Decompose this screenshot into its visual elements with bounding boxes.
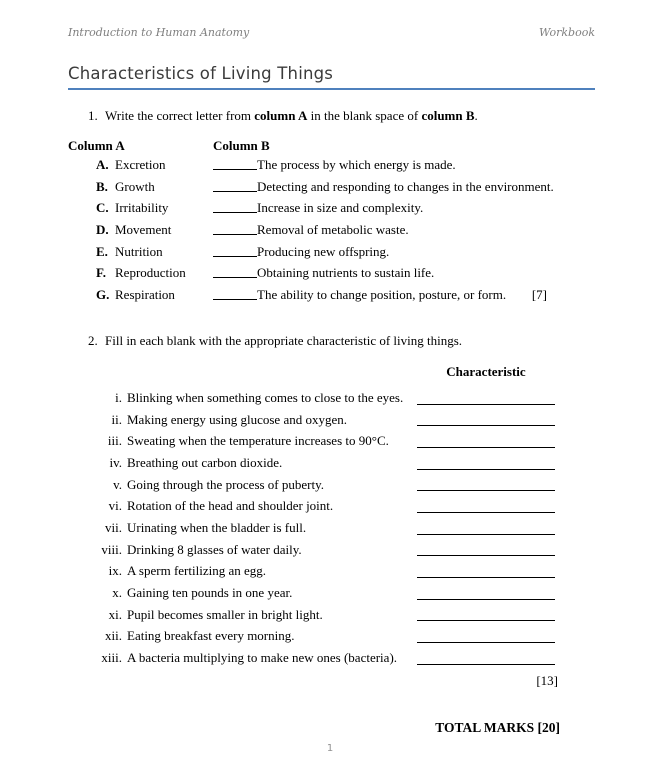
option-letter: B. bbox=[96, 178, 108, 194]
option-letter: D. bbox=[96, 222, 109, 238]
item-numeral: iv. bbox=[109, 454, 122, 470]
option-letter: G. bbox=[96, 287, 110, 303]
column-b-entry bbox=[213, 241, 389, 263]
page-header bbox=[68, 26, 595, 40]
matching-row bbox=[68, 197, 595, 219]
question1-prompt bbox=[68, 107, 595, 124]
title-underline-rule bbox=[68, 88, 595, 90]
column-b-entry bbox=[213, 284, 506, 306]
answer-blank[interactable] bbox=[213, 158, 257, 170]
item-numeral: xiii. bbox=[101, 650, 122, 666]
item-statement: Gaining ten pounds in one year. bbox=[127, 585, 293, 600]
answer-blank[interactable] bbox=[213, 223, 257, 235]
characteristic-column-header: Characteristic bbox=[446, 363, 526, 379]
characteristic-blank[interactable] bbox=[417, 620, 555, 621]
question1-bold-column-b: column B bbox=[421, 108, 475, 123]
option-term: Reproduction bbox=[115, 265, 186, 281]
fill-in-row bbox=[68, 387, 595, 409]
option-letter: E. bbox=[96, 243, 108, 259]
item-numeral: xi. bbox=[108, 606, 122, 622]
answer-blank[interactable] bbox=[213, 245, 257, 257]
item-numeral: x. bbox=[112, 585, 122, 600]
item-statement: Pupil becomes smaller in bright light. bbox=[127, 606, 323, 622]
characteristic-blank[interactable] bbox=[417, 447, 555, 448]
answer-blank[interactable] bbox=[213, 201, 257, 213]
option-description: Obtaining nutrients to sustain life. bbox=[257, 265, 435, 281]
option-term: Nutrition bbox=[115, 243, 163, 259]
item-numeral: viii. bbox=[101, 541, 122, 557]
fill-in-list bbox=[68, 387, 595, 669]
option-letter: A. bbox=[96, 157, 109, 172]
question2-text: Fill in each blank with the appropriate characteristic of living things. bbox=[105, 332, 463, 348]
option-term: Respiration bbox=[115, 287, 175, 303]
characteristic-blank[interactable] bbox=[417, 404, 555, 405]
question1-bold-column-a: column A bbox=[254, 108, 308, 123]
total-marks-label: TOTAL MARKS [20] bbox=[435, 719, 560, 735]
option-letter: F. bbox=[96, 265, 106, 281]
answer-blank[interactable] bbox=[213, 180, 257, 192]
matching-row bbox=[68, 241, 595, 263]
fill-in-row bbox=[68, 409, 595, 431]
item-numeral: iii. bbox=[107, 433, 122, 449]
fill-in-row bbox=[68, 452, 595, 474]
fill-in-row bbox=[68, 582, 595, 604]
item-numeral: v. bbox=[113, 476, 122, 492]
matching-row bbox=[68, 154, 595, 176]
matching-row bbox=[68, 176, 595, 198]
column-b-entry bbox=[213, 154, 456, 176]
header-doc-type: Workbook bbox=[538, 26, 595, 39]
option-description: The ability to change position, posture, or form. bbox=[257, 287, 507, 303]
item-statement: Rotation of the head and shoulder joint. bbox=[127, 498, 334, 514]
question1-text-part2: in the blank space of bbox=[307, 108, 422, 123]
characteristic-blank[interactable] bbox=[417, 577, 555, 578]
fill-in-row bbox=[68, 430, 595, 452]
option-term: Irritability bbox=[115, 200, 169, 216]
matching-list bbox=[68, 154, 595, 306]
question1-text-part1: Write the correct letter from bbox=[105, 108, 255, 123]
question1-number: 1. bbox=[88, 108, 98, 123]
item-statement: A bacteria multiplying to make new ones (bacteria). bbox=[127, 650, 398, 666]
item-statement: Eating breakfast every morning. bbox=[127, 628, 295, 644]
question2-prompt bbox=[68, 332, 595, 349]
fill-in-row bbox=[68, 539, 595, 561]
option-description: Increase in size and complexity. bbox=[257, 200, 424, 216]
fill-in-row bbox=[68, 495, 595, 517]
item-numeral: xii. bbox=[105, 628, 122, 644]
question1-marks: [7] bbox=[531, 287, 547, 303]
fill-in-row bbox=[68, 560, 595, 582]
item-statement: A sperm fertilizing an egg. bbox=[127, 563, 266, 579]
option-description: The process by which energy is made. bbox=[257, 157, 456, 172]
page-title: Characteristics of Living Things bbox=[68, 64, 334, 83]
item-numeral: ix. bbox=[108, 563, 122, 579]
item-statement: Breathing out carbon dioxide. bbox=[127, 454, 283, 470]
option-description: Detecting and responding to changes in the environment. bbox=[257, 178, 554, 194]
item-numeral: ii. bbox=[111, 411, 122, 427]
item-numeral: i. bbox=[115, 389, 122, 405]
characteristic-blank[interactable] bbox=[417, 425, 555, 426]
column-b-header: Column B bbox=[213, 138, 270, 153]
characteristic-blank[interactable] bbox=[417, 642, 555, 643]
answer-blank[interactable] bbox=[213, 266, 257, 278]
option-description: Producing new offspring. bbox=[257, 243, 390, 259]
option-term: Movement bbox=[115, 222, 172, 238]
item-statement: Blinking when something comes to close to the eyes. bbox=[127, 389, 404, 405]
answer-blank[interactable] bbox=[213, 288, 257, 300]
column-b-entry bbox=[213, 219, 409, 241]
question1-text-part3: . bbox=[474, 108, 478, 123]
characteristic-blank[interactable] bbox=[417, 534, 555, 535]
header-course-title: Introduction to Human Anatomy bbox=[68, 26, 250, 39]
column-b-entry bbox=[213, 262, 434, 284]
item-statement: Urinating when the bladder is full. bbox=[127, 519, 307, 535]
option-letter: C. bbox=[96, 200, 109, 216]
column-b-entry bbox=[213, 176, 554, 198]
item-numeral: vi. bbox=[108, 498, 122, 514]
fill-in-row bbox=[68, 647, 595, 669]
option-term: Excretion bbox=[115, 157, 166, 172]
fill-in-row bbox=[68, 517, 595, 539]
characteristic-blank[interactable] bbox=[417, 664, 555, 665]
option-term: Growth bbox=[115, 178, 155, 194]
matching-row bbox=[68, 219, 595, 241]
characteristic-blank[interactable] bbox=[417, 599, 555, 600]
characteristic-blank[interactable] bbox=[417, 512, 555, 513]
characteristic-blank[interactable] bbox=[417, 469, 555, 470]
fill-in-row bbox=[68, 474, 595, 496]
fill-in-row bbox=[68, 625, 595, 647]
question2-marks: [13] bbox=[536, 672, 558, 688]
fill-in-row bbox=[68, 604, 595, 626]
item-statement: Sweating when the temperature increases to 90°C. bbox=[127, 433, 389, 449]
matching-row bbox=[68, 284, 595, 306]
matching-column-headers bbox=[68, 137, 595, 154]
item-statement: Going through the process of puberty. bbox=[127, 476, 325, 492]
item-numeral: vii. bbox=[105, 519, 122, 535]
column-b-entry bbox=[213, 197, 423, 219]
characteristic-blank[interactable] bbox=[417, 555, 555, 556]
option-description: Removal of metabolic waste. bbox=[257, 222, 409, 238]
page-number: 1 bbox=[326, 743, 334, 754]
matching-row bbox=[68, 262, 595, 284]
column-a-header: Column A bbox=[68, 138, 125, 153]
characteristic-blank[interactable] bbox=[417, 490, 555, 491]
item-statement: Making energy using glucose and oxygen. bbox=[127, 411, 347, 427]
question2-number: 2. bbox=[88, 332, 98, 348]
question1-text bbox=[105, 107, 595, 124]
item-statement: Drinking 8 glasses of water daily. bbox=[127, 541, 302, 557]
